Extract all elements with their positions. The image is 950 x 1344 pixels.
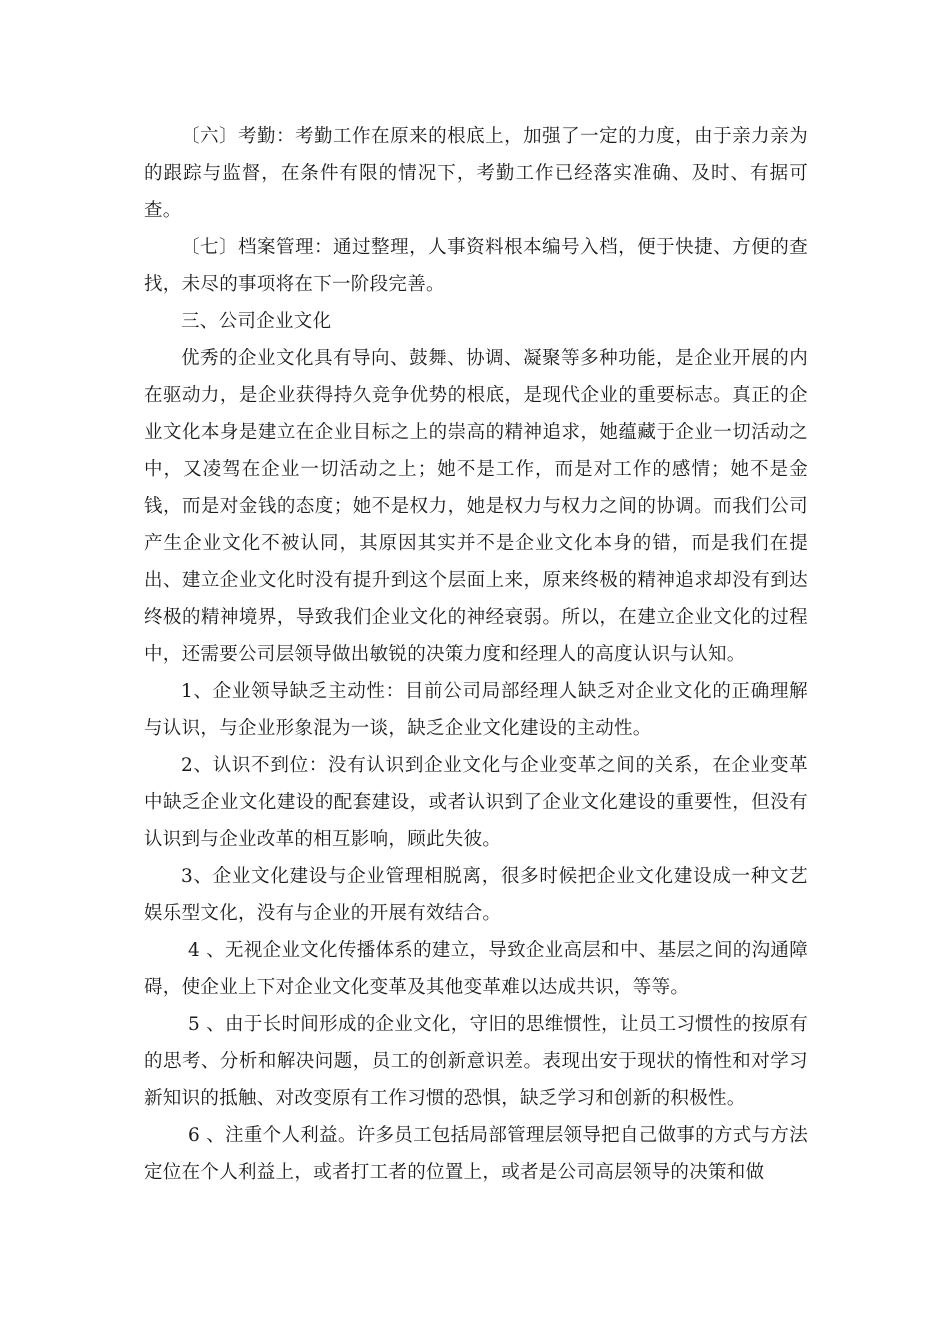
- list-item-4: 4 、无视企业文化传播体系的建立，导致企业高层和中、基层之间的沟通障碍，使企业上下对企业文化变革及其他变革难以达成共识，等等。: [144, 940, 808, 998]
- list-item-6: 6 、注重个人利益。许多员工包括局部管理层领导把自己做事的方式与方法定位在个人利益上，或者打工者的位置上，或者是公司高层领导的决策和做: [144, 1125, 808, 1183]
- paragraph-archive-management: 〔七〕档案管理：通过整理，人事资料根本编号入档，便于快捷、方便的查找，未尽的事项将在下一阶段完善。: [144, 237, 808, 295]
- list-item-1: 1、企业领导缺乏主动性：目前公司局部经理人缺乏对企业文化的正确理解与认识，与企业形象混为一谈，缺乏企业文化建设的主动性。: [144, 681, 808, 739]
- list-item-2: 2、认识不到位：没有认识到企业文化与企业变革之间的关系，在企业变革中缺乏企业文化建设的配套建设，或者认识到了企业文化建设的重要性，但没有认识到与企业改革的相互影响，顾此失彼。: [144, 755, 808, 850]
- list-item-3: 3、企业文化建设与企业管理相脱离，很多时候把企业文化建设成一种文艺娱乐型文化，没有与企业的开展有效结合。: [144, 866, 808, 924]
- section-heading-corporate-culture: 三、公司企业文化: [181, 311, 332, 332]
- paragraph-attendance: 〔六〕考勤：考勤工作在原来的根底上，加强了一定的力度，由于亲力亲为的跟踪与监督，在条件有限的情况下，考勤工作已经落实准确、及时、有据可查。: [144, 126, 808, 221]
- list-item-5: 5 、由于长时间形成的企业文化，守旧的思维惯性，让员工习惯性的按原有的思考、分析和解决问题，员工的创新意识差。表现出安于现状的惰性和对学习新知识的抵触、对改变原有工作习惯的恐惧，缺乏学习和创新的积极性。: [144, 1014, 808, 1109]
- document-body: [144, 118, 808, 1191]
- paragraph-culture-intro: 优秀的企业文化具有导向、鼓舞、协调、凝聚等多种功能，是企业开展的内在驱动力，是企业获得持久竞争优势的根底，是现代企业的重要标志。真正的企业文化本身是建立在企业目标之上的崇高的精神追求，她蕴藏于企业一切活动之中，又凌驾在企业一切活动之上；她不是工作，而是对工作的感情；她不是金钱，而是对金钱的态度；她不是权力，她是权力与权力之间的协调。而我们公司产生企业文化不被认同，其原因其实并不是企业文化本身的错，而是我们在提出、建立企业文化时没有提升到这个层面上来，原来终极的精神追求却没有到达终极的精神境界，导致我们企业文化的神经衰弱。所以，在建立企业文化的过程中，还需要公司层领导做出敏锐的决策力度和经理人的高度认识与认知。: [144, 348, 808, 665]
